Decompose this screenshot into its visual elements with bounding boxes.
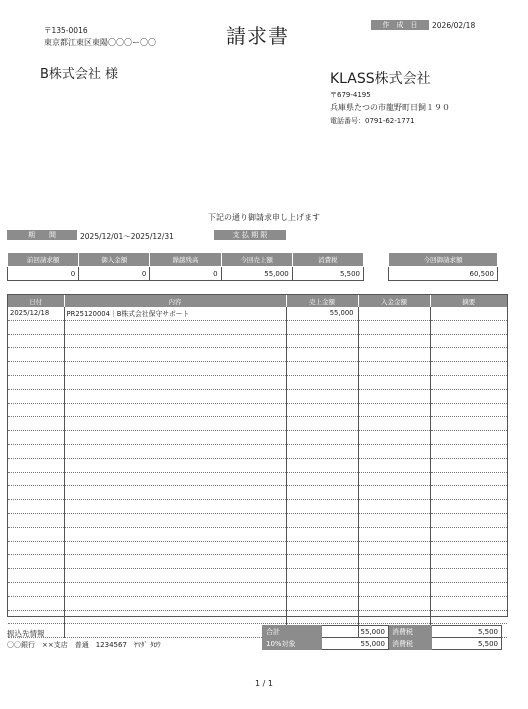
table-row [8,417,507,431]
table-cell [64,431,286,445]
table-cell [8,431,64,445]
table-row [8,403,507,417]
table-cell [358,610,430,624]
table-cell [8,389,64,403]
table-cell [286,541,358,555]
table-row [8,375,507,389]
table-cell [64,417,286,431]
table-cell [64,610,286,624]
bank-value: 〇〇銀行 ××支店 普通 1234567 ﾔﾏﾀﾞ ﾀﾛｳ [7,641,161,649]
table-cell [8,334,64,348]
bank-label: 振込先情報 [7,629,45,638]
table-cell [430,610,507,624]
table-cell [286,348,358,362]
table-cell [8,555,64,569]
table-cell [286,582,358,596]
notice-text: 下記の通り御請求申し上げます [208,213,320,222]
table-cell [8,500,64,514]
table-cell [358,513,430,527]
table-cell [286,403,358,417]
table-cell [8,527,64,541]
table-cell [358,417,430,431]
table-cell [8,513,64,527]
table-row [8,307,507,320]
table-cell [64,500,286,514]
table-cell [358,375,430,389]
table-cell [64,389,286,403]
period-label: 期 間 [7,230,77,240]
table-cell [430,569,507,583]
table-cell [286,486,358,500]
summary-value: 5,500 [292,267,363,281]
table-cell [358,527,430,541]
table-cell [286,610,358,624]
table-cell [8,472,64,486]
table-cell [286,527,358,541]
table-row [8,334,507,348]
table-cell [358,486,430,500]
issuer-address: 兵庫県たつの市龍野町日飼１９０ [330,103,450,112]
table-row [8,569,507,583]
total-value: 55,000 [322,626,389,638]
table-row [8,500,507,514]
summary-header: 御入金額 [79,253,150,267]
table-cell [8,403,64,417]
recipient-address: 東京都江東区東陽〇〇〇ー〇〇 [44,38,156,47]
table-cell [430,307,507,320]
table-cell [430,417,507,431]
table-cell [286,472,358,486]
table-cell [8,486,64,500]
summary-header: 今回売上額 [221,253,292,267]
rate-value: 55,000 [322,638,389,650]
table-cell [430,334,507,348]
table-cell [64,582,286,596]
table-cell [358,582,430,596]
table-cell [430,458,507,472]
table-cell [64,362,286,376]
table-cell [358,320,430,334]
table-cell [286,431,358,445]
customer-name: B株式会社 様 [40,67,119,82]
col-header-content: 内容 [64,295,286,307]
table-cell [358,444,430,458]
table-cell [430,596,507,610]
table-cell [430,472,507,486]
summary-header: 前回請求額 [8,253,79,267]
summary-header: 消費税 [292,253,363,267]
col-header-sales: 売上金額 [286,295,358,307]
table-row [8,486,507,500]
table-cell [64,472,286,486]
table-cell [358,389,430,403]
table-cell [358,458,430,472]
table-cell [430,320,507,334]
table-cell [64,320,286,334]
table-row [8,555,507,569]
table-cell [430,362,507,376]
summary-header: 繰越残高 [150,253,221,267]
table-cell [358,307,430,320]
invoice-total-table [388,252,498,281]
rate-tax-value: 5,500 [432,638,502,650]
table-cell [430,541,507,555]
table-cell [8,582,64,596]
issuer-name: KLASS株式会社 [330,71,431,87]
table-row [8,320,507,334]
page-number: 1 / 1 [255,679,273,688]
table-cell [64,403,286,417]
table-cell [430,486,507,500]
table-cell [286,444,358,458]
table-row [8,610,507,624]
table-cell [286,417,358,431]
document-title: 請求書 [226,24,289,48]
table-cell [286,500,358,514]
table-cell [64,513,286,527]
table-cell [358,596,430,610]
table-cell [64,555,286,569]
total-tax-value: 5,500 [432,626,502,638]
total-tax-label: 消費税 [389,626,432,638]
table-cell [286,596,358,610]
table-cell [358,431,430,445]
col-header-payment: 入金金額 [358,295,430,307]
table-row [8,527,507,541]
table-cell: PR25120004｜B株式会社保守サポート [64,307,286,320]
table-cell [64,596,286,610]
table-row [8,458,507,472]
table-row [8,362,507,376]
table-row [8,596,507,610]
detail-table [8,295,507,638]
table-cell [286,555,358,569]
total-label: 合計 [263,626,322,638]
issuer-phone: 電話番号：0791-62-1771 [330,117,415,125]
table-cell [8,458,64,472]
table-cell [64,541,286,555]
table-cell [8,320,64,334]
table-cell [430,527,507,541]
created-date: 2026/02/18 [432,21,476,30]
table-cell [430,444,507,458]
recipient-postal: 〒135-0016 [44,26,88,35]
col-header-date: 日付 [8,295,64,307]
due-label: 支 払 期 限 [214,230,286,240]
table-cell [286,375,358,389]
table-cell: 2025/12/18 [8,307,64,320]
table-cell [430,431,507,445]
table-cell [286,569,358,583]
table-cell [64,348,286,362]
table-cell [8,541,64,555]
table-cell [358,569,430,583]
invoice-total-header: 今回御請求額 [389,253,498,267]
table-row [8,541,507,555]
rate-label: 10%対象 [263,638,322,650]
table-cell [64,444,286,458]
summary-value: 0 [150,267,221,281]
col-header-note: 摘要 [430,295,507,307]
table-cell [8,417,64,431]
table-cell [64,527,286,541]
table-row [8,513,507,527]
table-cell [286,334,358,348]
table-cell [286,362,358,376]
summary-value: 55,000 [221,267,292,281]
table-cell [8,348,64,362]
created-label: 作 成 日 [371,20,429,30]
summary-value: 0 [79,267,150,281]
table-cell: 55,000 [286,307,358,320]
table-row [8,348,507,362]
summary-value: 0 [8,267,79,281]
summary-table [7,252,364,281]
table-cell [64,334,286,348]
issuer-postal: 〒679-4195 [330,91,371,99]
table-cell [8,569,64,583]
table-cell [64,375,286,389]
table-cell [8,596,64,610]
table-cell [430,582,507,596]
table-cell [430,389,507,403]
table-cell [8,610,64,624]
table-cell [8,444,64,458]
detail-table-frame [7,294,508,617]
table-cell [64,486,286,500]
table-cell [358,541,430,555]
table-cell [358,334,430,348]
table-cell [358,348,430,362]
table-cell [430,555,507,569]
table-cell [8,375,64,389]
table-row [8,472,507,486]
table-row [8,389,507,403]
table-cell [286,320,358,334]
table-cell [430,348,507,362]
table-row [8,444,507,458]
table-cell [430,375,507,389]
table-cell [358,500,430,514]
table-cell [430,513,507,527]
table-cell [64,624,286,638]
table-row [8,431,507,445]
table-cell [286,513,358,527]
invoice-total-value: 60,500 [389,267,498,281]
rate-tax-label: 消費税 [389,638,432,650]
table-cell [64,569,286,583]
table-cell [8,362,64,376]
table-cell [358,472,430,486]
table-cell [430,403,507,417]
table-cell [286,458,358,472]
table-cell [64,458,286,472]
totals-table [262,625,502,650]
table-cell [430,500,507,514]
table-cell [358,362,430,376]
period-value: 2025/12/01～2025/12/31 [80,232,174,241]
table-cell [358,403,430,417]
table-cell [286,389,358,403]
table-cell [358,555,430,569]
table-row [8,582,507,596]
